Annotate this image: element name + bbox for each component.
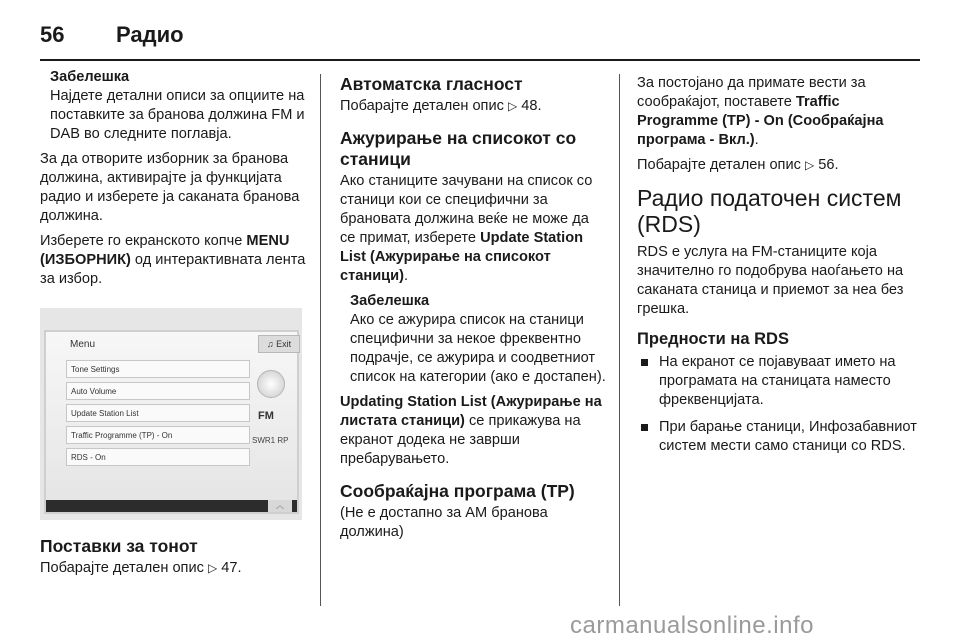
reference-arrow-icon: ▷: [207, 561, 218, 575]
bottom-bar: [46, 500, 297, 512]
menu-screenshot: [40, 308, 302, 520]
station-label: SWR1 RP: [252, 436, 289, 445]
menu-list: [66, 360, 250, 470]
menu-item-auto-volume[interactable]: Auto Volume: [66, 382, 250, 400]
watermark: carmanualsonline.info: [570, 612, 814, 639]
note-text: Најдете детални описи за опциите на поставките за бранова должина FM и DAB во следните поглавја.: [50, 88, 305, 142]
heading-tone-settings: Поставки за тонот: [40, 536, 198, 556]
heading-traffic-programme: Сообраќајна програма (TP): [340, 481, 575, 501]
note-text: Ако се ажурира список на станици специфични за некое фреквентно подрачје, се ажурира и соодветниот список на категории (ако е достапен).: [350, 312, 606, 385]
bullet-square-icon: [641, 359, 648, 366]
heading-update-station-list: Ажурирање на списокот со станици: [340, 128, 577, 169]
tone-reference: Побарајте детален опис ▷ 47.: [40, 560, 242, 576]
paragraph-updating-list: Updating Station List (Ажурирање на листата станици) се прикажува на екранот додека не заврши пребарувањето.: [340, 394, 602, 467]
update-list-option-ref: Update Station List (Ажурирање на списокот станици): [340, 230, 584, 284]
paragraph-update-list: Ако станиците зачувани на список со станици кои се специфични за брановата должина веќе не може да се примат, изберете Update Station List (Ажурирање на списокот станици).: [340, 173, 593, 284]
note-title: Забелешка: [50, 69, 130, 85]
right-column: [637, 74, 921, 464]
menu-item-tone-settings[interactable]: Tone Settings: [66, 360, 250, 378]
menu-item-rds[interactable]: RDS - On: [66, 448, 250, 466]
page-header: [40, 14, 920, 60]
exit-button[interactable]: ♫ Exit: [258, 335, 300, 353]
menu-button-ref: MENU (ИЗБОРНИК): [40, 233, 290, 268]
left-column: [40, 68, 308, 295]
paragraph-traffic-on: За постојано да примате вести за сообраќајот, поставете Traffic Programme (TP) - On (Сообраќајна програма - Вкл.).: [637, 75, 884, 148]
traffic-option-ref: Traffic Programme (TP) - On (Сообраќајна програма - Вкл.): [637, 94, 884, 148]
menu-title: Menu: [70, 339, 96, 350]
list-item: На екранот се појавуваат името на програмата на станицата наместо фреквенцијата.: [637, 353, 921, 410]
page-title: Радио: [116, 22, 184, 47]
traffic-reference: Побарајте детален опис ▷ 56.: [637, 157, 839, 173]
paragraph-open-menu: За да отворите изборник за бранова должина, активирајте ја функцијата радио и изберете ја саканата бранова должина.: [40, 151, 300, 224]
heading-rds: Радио податочен систем (RDS): [637, 185, 902, 237]
nav-dial-icon: [257, 370, 285, 398]
footer: [0, 606, 960, 642]
heading-auto-volume: Автоматска гласност: [340, 74, 523, 94]
column-divider-1: [320, 74, 321, 606]
note-category-list: [340, 292, 608, 387]
paragraph-select-menu: Изберете го екранското копче MENU (ИЗБОРНИК) од интерактивната лента за избор.: [40, 233, 306, 287]
note-wavebands: [40, 68, 308, 144]
column-divider-2: [619, 74, 620, 606]
menu-item-traffic-programme[interactable]: Traffic Programme (TP) - On: [66, 426, 250, 444]
menu-item-update-station-list[interactable]: Update Station List: [66, 404, 250, 422]
middle-column: [340, 74, 608, 548]
updating-message-ref: Updating Station List (Ажурирање на листата станици): [340, 394, 602, 429]
screen-frame: [44, 330, 299, 514]
paragraph-rds: RDS е услуга на FM-станиците која значително го подобрува наоѓањето на саканата станица и приемот за неа без грешка.: [637, 244, 904, 317]
list-item: При барање станици, Инфозабавниот систем мести само станици со RDS.: [637, 418, 921, 456]
band-label: FM: [258, 410, 274, 422]
page-number: 56: [40, 22, 65, 47]
traffic-availability: (Не е достапно за AM бранова должина): [340, 505, 548, 540]
auto-volume-reference: Побарајте детален опис ▷ 48.: [340, 98, 542, 114]
header-rule: [40, 59, 920, 61]
chevron-up-icon[interactable]: ︿: [268, 500, 292, 512]
note-title: Забелешка: [350, 293, 430, 309]
reference-arrow-icon: ▷: [507, 99, 518, 113]
heading-rds-advantages: Предности на RDS: [637, 330, 789, 348]
bullet-square-icon: [641, 424, 648, 431]
reference-arrow-icon: ▷: [804, 158, 815, 172]
left-column-lower: [40, 536, 308, 584]
